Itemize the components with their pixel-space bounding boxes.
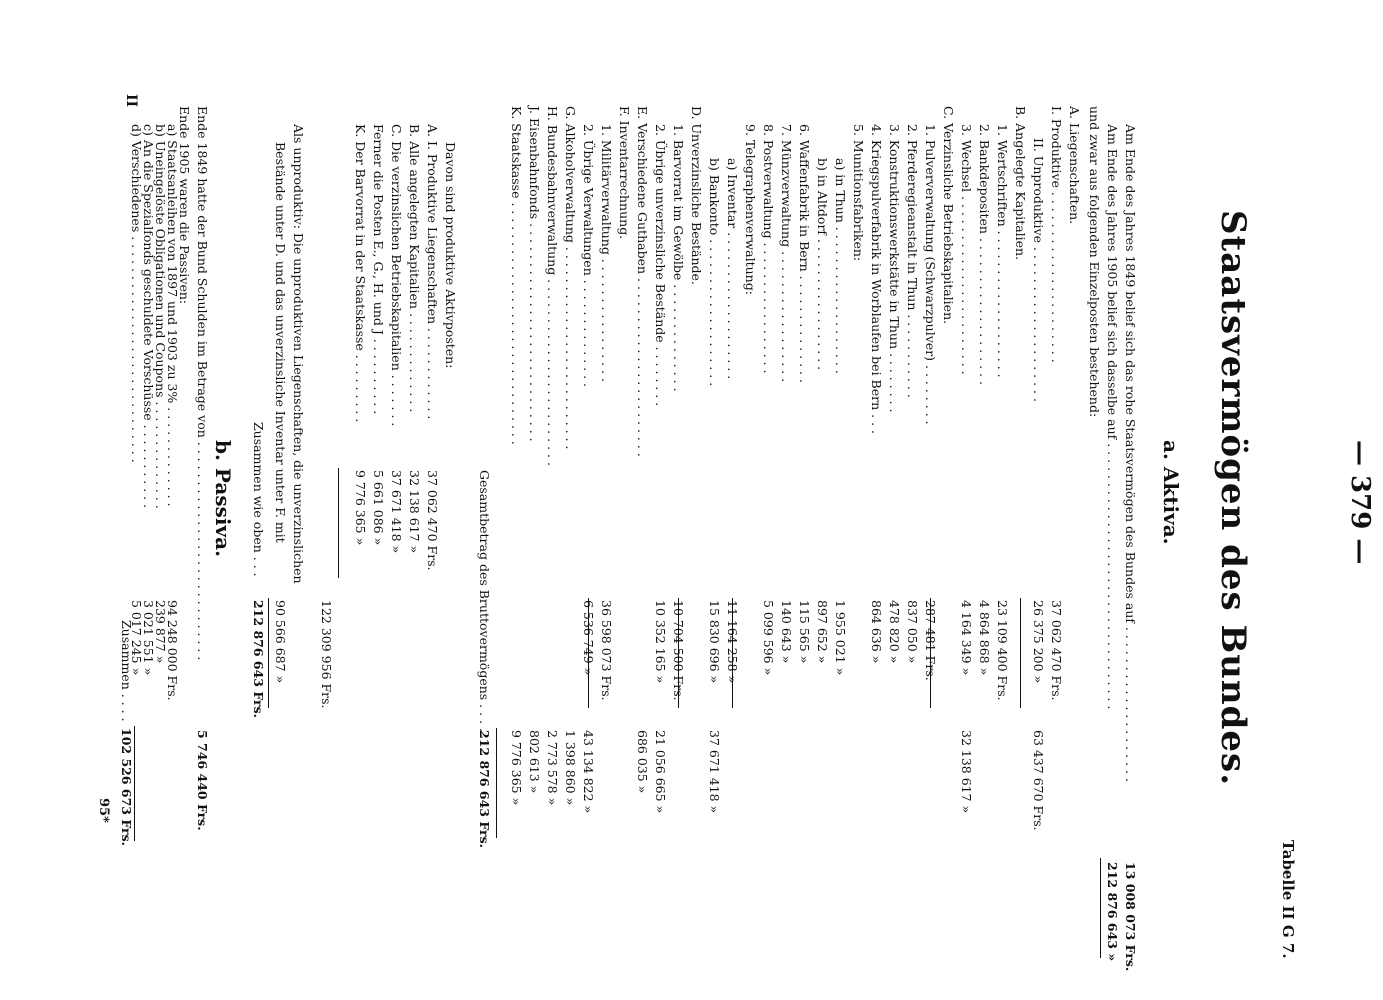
- row-value: 37 062 470 Frs.: [1049, 600, 1064, 701]
- row-value: 23 109 400 Frs.: [995, 600, 1010, 701]
- signature-left: II: [123, 94, 139, 108]
- passiva-total-value: 102 526 673 Frs.: [119, 728, 134, 846]
- row-label: C. Die verzinslichen Betriebskapitalien . . . . . . .: [389, 124, 404, 427]
- table-row: [615, 0, 633, 1000]
- table-row: [507, 0, 525, 1000]
- row-label: K. Der Barvorrat in der Staatskasse . . . . . . . . .: [353, 124, 368, 423]
- row-label: F. Inventarrechnung.: [617, 106, 632, 240]
- row-label: 7. Münzverwaltung . . . . . . . . . . . . . . . . .: [779, 124, 794, 383]
- intro-line-2: [1103, 0, 1121, 1000]
- row-value: 239 877 »: [153, 600, 168, 664]
- table-row: [975, 0, 993, 1000]
- table-row: [651, 0, 669, 1000]
- row-subtotal: 1 398 860 »: [563, 730, 578, 806]
- table-row: [633, 0, 651, 1000]
- table-reference: Tabelle II G 7.: [1279, 840, 1297, 959]
- unproductive-line-2: [271, 0, 289, 1000]
- rule: [1020, 598, 1021, 708]
- row-subtotal: 63 437 670 Frs.: [1031, 730, 1046, 831]
- row-subtotal: 2 773 578 »: [545, 730, 560, 806]
- row-value: 115 565 »: [797, 600, 812, 664]
- row-label: 4. Kriegspulverfabrik in Worblaufen bei Bern . . .: [869, 124, 884, 435]
- row-value: 6 536 749 »: [581, 600, 596, 676]
- row-subtotal: 43 134 822 »: [581, 730, 596, 814]
- row-value: 897 652 »: [815, 600, 830, 664]
- productive-heading-text: Davon sind produktive Aktivposten:: [443, 142, 458, 369]
- table-row: [351, 0, 369, 1000]
- rule: [496, 728, 497, 838]
- row-label: 8. Postverwaltung . . . . . . . . . . . . . . . . .: [761, 124, 776, 374]
- row-label: 2. Bankdepositen . . . . . . . . . . . . . . . . . . .: [977, 124, 992, 385]
- rule: [268, 598, 269, 708]
- passiva-total-label: Zusammen . . . .: [119, 620, 134, 722]
- table-row: [597, 0, 615, 1000]
- table-row: [723, 0, 741, 1000]
- row-value: 9 776 365 »: [353, 470, 368, 546]
- section-passiva-heading: b. Passiva.: [211, 440, 235, 558]
- passiva-total-row: [117, 0, 135, 1000]
- table-row: [993, 0, 1011, 1000]
- unproductive-value: 90 566 687 »: [273, 600, 288, 684]
- row-label: II. Unproduktive . . . . . . . . . . . . . . . . . . . .: [1031, 138, 1046, 402]
- row-label: B. Alle angelegten Kapitalien . . . . . . . . . . . . .: [407, 124, 422, 413]
- together-value: 212 876 643 Frs.: [251, 600, 266, 718]
- table-row: [369, 0, 387, 1000]
- productive-total: 122 309 956 Frs.: [319, 600, 334, 709]
- row-value: 37 671 418 »: [389, 470, 404, 554]
- row-label: b) Bankonto . . . . . . . . . . . . . . . . . . .: [707, 158, 722, 387]
- row-value: 5 099 596 »: [761, 600, 776, 676]
- row-label: b) in Altdorf . . . . . . . . . . . . . . . . .: [815, 158, 830, 371]
- table-row: [957, 0, 975, 1000]
- row-label: 3. Wechsel . . . . . . . . . . . . . . . . . . . . . . .: [959, 124, 974, 375]
- intro-text: Am Ende des Jahres 1905 belief sich dasselbe auf . . . . . . . . . . . . . . . . . . . . . . . . . . . . . . . . . .: [1105, 124, 1120, 710]
- row-value: 32 138 617 »: [407, 470, 422, 554]
- row-label: G. Alkoholverwaltung . . . . . . . . . . . . . . . . . . . . . . . . . .: [563, 106, 578, 450]
- table-row: [579, 0, 597, 1000]
- row-subtotal: 686 035 »: [635, 730, 650, 794]
- row-value: 11 164 258 »: [725, 600, 740, 684]
- table-row: [885, 0, 903, 1000]
- section-aktiva-heading: a. Aktiva.: [1159, 440, 1183, 545]
- row-label: C. Verzinsliche Betriebskapitalien.: [941, 106, 956, 325]
- table-row: [795, 0, 813, 1000]
- row-value: 36 598 073 Frs.: [599, 600, 614, 701]
- row-value: 15 830 696 »: [707, 600, 722, 684]
- together-label: Zusammen wie oben . . .: [251, 422, 266, 577]
- page-number: — 379 —: [1345, 440, 1375, 565]
- row-value: 478 820 »: [887, 600, 902, 664]
- row-value: 5 017 245 »: [129, 600, 144, 676]
- unproductive-text: Als unproduktiv: Die unproduktiven Liegenschaften, die unverzinslichen: [291, 124, 306, 584]
- row-label: 2. Übrige unverzinsliche Bestände . . . . . . . .: [653, 124, 668, 407]
- row-label: 2. Übrige Verwaltungen . . . . . . . . . . . . . .: [581, 124, 596, 388]
- row-label: B. Angelegte Kapitalien.: [1013, 106, 1028, 261]
- row-label: 6. Waffenfabrik in Bern . . . . . . . . . . . . . .: [797, 124, 812, 383]
- table-row: [1065, 0, 1083, 1000]
- row-label: a) Staatsanleihen von 1897 und 1903 zu 3% . . . . . . . . . . . . .: [165, 124, 180, 507]
- row-value: 37 062 470 Frs.: [425, 470, 440, 571]
- row-value: 4 164 349 »: [959, 600, 974, 676]
- intro-line-3: [1085, 0, 1103, 1000]
- rule: [588, 598, 589, 708]
- rule: [930, 598, 931, 708]
- row-value: 10 352 165 »: [653, 600, 668, 684]
- row-label: b) Uneingelöste Obligationen und Coupons . . . . . . . . . . . . . .: [153, 124, 168, 509]
- table-row: [705, 0, 723, 1000]
- productive-heading: [441, 0, 459, 1000]
- row-label: K. Staatskasse . . . . . . . . . . . . . . . . . . . . . . . . . . . . . . .: [509, 106, 524, 445]
- row-value: 5 661 086 »: [371, 470, 386, 546]
- table-row: [387, 0, 405, 1000]
- intro-text: Am Ende des Jahres 1849 belief sich das rohe Staatsvermögen des Bundes auf . . . . . . . . . . . . . . . . . . . .: [1123, 124, 1138, 782]
- intro-text: und zwar aus folgenden Einzelposten bestehend:: [1087, 106, 1102, 418]
- signature-right: 95*: [96, 798, 111, 823]
- rule: [338, 468, 339, 578]
- unproductive-line-1: [289, 0, 307, 1000]
- row-label: Ferner die Posten E., G., H. und J . . . . . . . . . .: [371, 124, 386, 415]
- together-row: [249, 0, 267, 1000]
- row-label: 1. Wertschriften . . . . . . . . . . . . . . . . . . .: [995, 124, 1010, 378]
- row-label: A. I. Produktive Liegenschaften . . . . . . . . . . . .: [425, 124, 440, 420]
- row-label: 9. Telegraphenverwaltung:: [743, 124, 758, 295]
- intro-value: 212 876 643 »: [1105, 862, 1120, 962]
- table-row: [759, 0, 777, 1000]
- row-value: 10 704 500 Frs.: [671, 600, 686, 701]
- table-row: [939, 0, 957, 1000]
- page-title: Staatsvermögen des Bundes.: [1213, 210, 1253, 787]
- rule: [732, 598, 733, 708]
- table-row: [405, 0, 423, 1000]
- table-row: [543, 0, 561, 1000]
- table-row: [669, 0, 687, 1000]
- row-subtotal: 32 138 617 »: [959, 730, 974, 814]
- table-row: [1011, 0, 1029, 1000]
- row-subtotal: 9 776 365 »: [509, 730, 524, 806]
- row-label: E. Verschiedene Guthaben . . . . . . . . . . . . . . . . . . . . . . .: [635, 106, 650, 457]
- row-subtotal: 802 613 »: [527, 730, 542, 794]
- table-row: [741, 0, 759, 1000]
- intro-line-1: [1121, 0, 1139, 1000]
- unproductive-text: Bestände unter D. und das unverzinsliche Inventar unter F. mit: [273, 142, 288, 543]
- row-label: 1. Militärverwaltung . . . . . . . . . . . . . . . .: [599, 124, 614, 383]
- table-row: [687, 0, 705, 1000]
- row-value: 287 481 Frs.: [923, 600, 938, 681]
- row-label: 5. Munitionsfabriken:: [851, 124, 866, 262]
- row-label: J. Eisenbahnfonds . . . . . . . . . . . . . . . . . . . . . . . . . . . .: [527, 106, 542, 442]
- row-label: I. Produktive . . . . . . . . . . . . . . . . . . . . . .: [1049, 106, 1064, 363]
- row-label: a) in Thun . . . . . . . . . . . . . . . . . . .: [833, 158, 848, 374]
- row-subtotal: 37 671 418 »: [707, 730, 722, 814]
- intro-value: 13 008 073 Frs.: [1123, 862, 1138, 972]
- row-label: a) Inventar . . . . . . . . . . . . . . . . . . .: [725, 158, 740, 380]
- table-row: [867, 0, 885, 1000]
- row-label: 1. Pulververwaltung (Schwarzpulver) . . . . . . . .: [923, 124, 938, 425]
- table-row: [423, 0, 441, 1000]
- row-label: 2. Pferderegieanstalt in Thun . . . . . . . . . . .: [905, 124, 920, 398]
- row-value: 140 643 »: [779, 600, 794, 664]
- table-row: [561, 0, 579, 1000]
- rule: [678, 598, 679, 708]
- table-row: [903, 0, 921, 1000]
- row-label: 1. Barvorrat im Gewölbe . . . . . . . . . . . . . .: [671, 124, 686, 392]
- table-row: [1047, 0, 1065, 1000]
- table-row: [777, 0, 795, 1000]
- row-value: 1 955 021 »: [833, 600, 848, 676]
- gesamt-label: Gesamtbetrag des Bruttovermögens . . . .: [477, 470, 492, 732]
- row-value: 94 248 000 Frs.: [165, 600, 180, 701]
- productive-total-row: [317, 0, 335, 1000]
- row-label: D. Unverzinsliche Bestände.: [689, 106, 704, 285]
- table-row: [831, 0, 849, 1000]
- row-label: 3. Konstruktionswerkstätte in Thun . . . . . . . .: [887, 124, 902, 413]
- row-subtotal: 21 056 665 »: [653, 730, 668, 814]
- row-value: 4 864 868 »: [977, 600, 992, 676]
- row-label: d) Verschiedenes . . . . . . . . . . . . . . . . . . . . . . . . . . . . .: [129, 124, 144, 463]
- row-label: Ende 1905 waren die Passiven:: [177, 106, 192, 305]
- row-label: A. Liegenschaften.: [1067, 106, 1082, 225]
- row-label: c) An die Spezialfonds geschuldete Vorschüsse . . . . . . . . . . .: [141, 124, 156, 509]
- table-row: [525, 0, 543, 1000]
- gesamt-row: [475, 0, 493, 1000]
- row-label: H. Bundesbahnverwaltung . . . . . . . . . . . . . . . . . . . . . . . .: [545, 106, 560, 466]
- table-row: [193, 0, 211, 1000]
- row-value: 837 050 »: [905, 600, 920, 664]
- row-value: 26 375 200 »: [1031, 600, 1046, 684]
- table-row: [813, 0, 831, 1000]
- row-label: Ende 1849 hatte der Bund Schulden im Betrage von . . . . . . . . . . . . . . . . . . . . . . . . . . . .: [195, 106, 210, 661]
- row-value: 3 021 551 »: [141, 600, 156, 676]
- table-row: [1029, 0, 1047, 1000]
- table-row: [921, 0, 939, 1000]
- table-row: [849, 0, 867, 1000]
- row-subtotal: 5 746 440 Frs.: [195, 730, 210, 831]
- row-value: 864 636 »: [869, 600, 884, 664]
- gesamt-value: 212 876 643 Frs.: [477, 730, 492, 848]
